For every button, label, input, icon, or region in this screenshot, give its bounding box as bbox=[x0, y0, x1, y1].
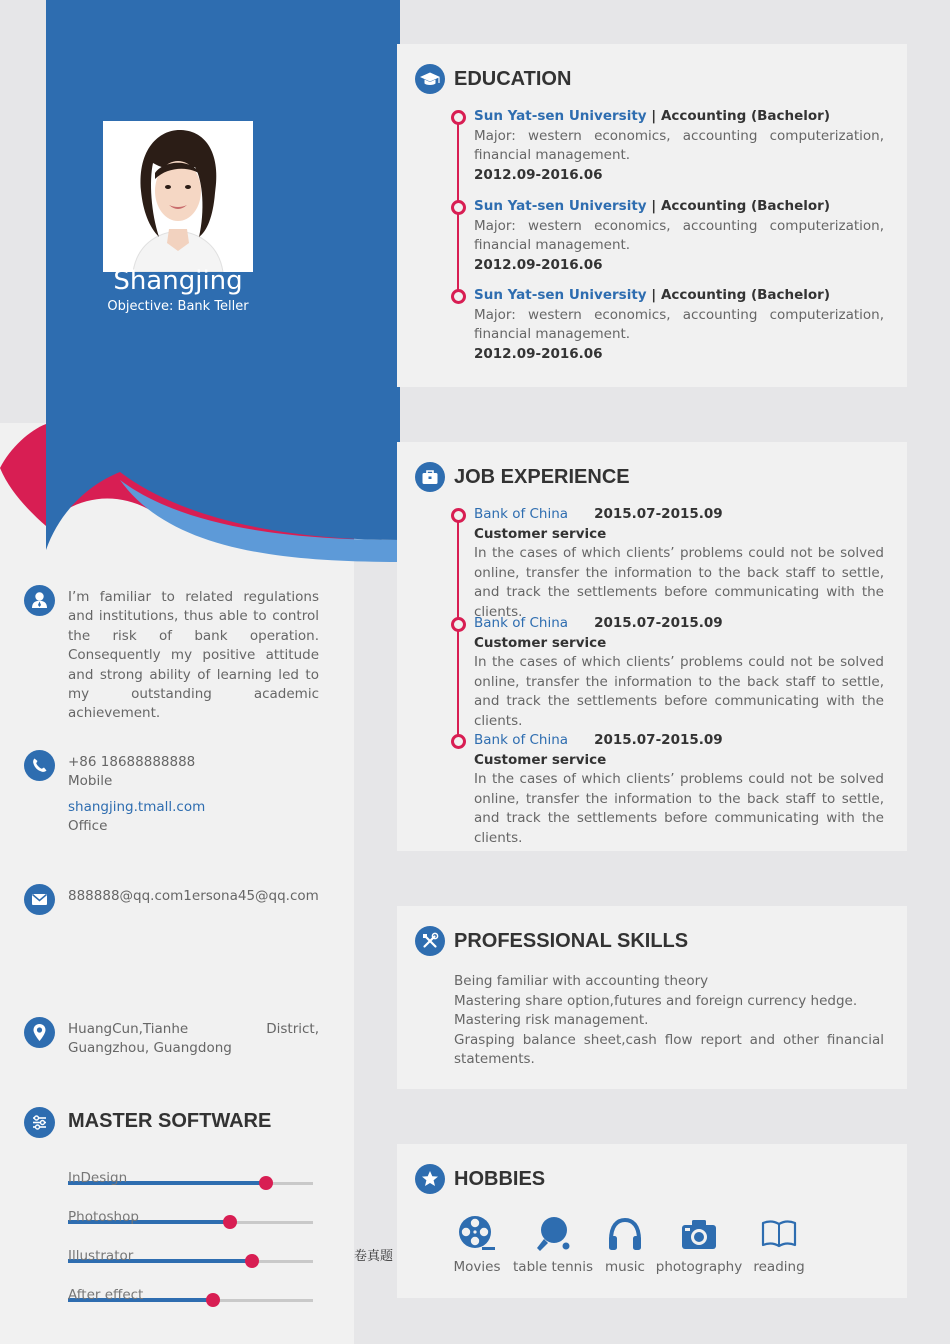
job-entry bbox=[474, 614, 884, 731]
hobby-photography bbox=[655, 1214, 743, 1275]
profile-photo bbox=[103, 121, 253, 272]
job-entry bbox=[474, 505, 884, 622]
skill-line: Grasping balance sheet,cash flow report and other financial statements. bbox=[454, 1031, 884, 1067]
hobby-movies bbox=[451, 1214, 503, 1275]
job-experience-card bbox=[397, 442, 907, 851]
website-link[interactable]: shangjing.tmall.com bbox=[68, 798, 206, 815]
software-name: After effect bbox=[68, 1287, 144, 1303]
major-text: Major: western economics, accounting computerization, financial management. bbox=[474, 127, 884, 163]
skill-line: Mastering share option,futures and foreign currency hedge. bbox=[454, 992, 858, 1009]
company-name: Bank of China bbox=[474, 506, 569, 522]
education-entry bbox=[474, 197, 884, 275]
user-icon bbox=[24, 585, 55, 616]
software-skill-row bbox=[68, 1170, 313, 1200]
job-description: In the cases of which clients’ problems could not be solved online, transfer the information to the back staff to settle, and track the settlements before communicating with the clients. bbox=[474, 771, 884, 846]
company-name: Bank of China bbox=[474, 615, 569, 631]
software-skill-row bbox=[68, 1248, 313, 1278]
hobbies-title: HOBBIES bbox=[454, 1168, 546, 1190]
graduation-cap-icon bbox=[415, 64, 445, 94]
about-text: I’m familiar to related regulations and institutions, thus able to control the risk of bank operation. Consequently my positive attitude and strong ability of learning led to my outstanding academic achievement. bbox=[68, 589, 319, 722]
job-dates: 2015.07-2015.09 bbox=[594, 615, 723, 631]
hobby-label: music bbox=[605, 1259, 645, 1275]
separator: | bbox=[646, 287, 661, 303]
hobby-label: table tennis bbox=[513, 1259, 593, 1275]
skill-level-handle bbox=[245, 1254, 259, 1268]
envelope-icon bbox=[24, 884, 55, 915]
school-name: Sun Yat-sen University bbox=[474, 108, 647, 124]
software-name: Photoshop bbox=[68, 1209, 139, 1225]
headphones-icon bbox=[605, 1214, 645, 1254]
skill-line: Being familiar with accounting theory bbox=[454, 973, 709, 989]
timeline-dot bbox=[451, 734, 466, 749]
film-reel-icon bbox=[457, 1214, 497, 1254]
sliders-icon bbox=[24, 1107, 55, 1138]
timeline-dot bbox=[451, 508, 466, 523]
skill-level-handle bbox=[259, 1176, 273, 1190]
open-book-icon bbox=[759, 1214, 799, 1254]
briefcase-icon bbox=[415, 462, 445, 492]
timeline-dot bbox=[451, 110, 466, 125]
company-name: Bank of China bbox=[474, 732, 569, 748]
email-address[interactable]: 888888@qq.com1ersona45@qq.com bbox=[68, 888, 319, 904]
star-icon bbox=[415, 1164, 445, 1194]
job-objective: Objective: Bank Teller bbox=[107, 299, 249, 314]
job-entry bbox=[474, 731, 884, 848]
hobby-table-tennis bbox=[511, 1214, 595, 1275]
study-dates: 2012.09-2016.06 bbox=[474, 345, 603, 362]
job-description: In the cases of which clients’ problems could not be solved online, transfer the information to the back staff to settle, and track the settlements before communicating with the clients. bbox=[474, 545, 884, 620]
job-description: In the cases of which clients’ problems could not be solved online, transfer the information to the back staff to settle, and track the settlements before communicating with the clients. bbox=[474, 654, 884, 729]
major-text: Major: western economics, accounting computerization, financial management. bbox=[474, 217, 884, 253]
separator: | bbox=[646, 108, 661, 124]
hobbies-card bbox=[397, 1144, 907, 1298]
separator: | bbox=[646, 198, 661, 214]
school-name: Sun Yat-sen University bbox=[474, 287, 647, 303]
master-software-title: MASTER SOFTWARE bbox=[68, 1110, 272, 1132]
job-role: Customer service bbox=[474, 751, 607, 768]
hobby-music bbox=[601, 1214, 649, 1275]
education-card bbox=[397, 44, 907, 387]
location-pin-icon bbox=[24, 1017, 55, 1048]
timeline-dot bbox=[451, 289, 466, 304]
software-name: Illustrator bbox=[68, 1248, 134, 1264]
camera-icon bbox=[679, 1214, 719, 1254]
education-entry bbox=[474, 107, 884, 185]
education-entry bbox=[474, 286, 884, 364]
professional-skills-card bbox=[397, 906, 907, 1089]
software-skill-row bbox=[68, 1209, 313, 1239]
degree: Accounting (Bachelor) bbox=[660, 287, 831, 303]
job-dates: 2015.07-2015.09 bbox=[594, 506, 723, 522]
skill-level-handle bbox=[223, 1215, 237, 1229]
hobby-label: photography bbox=[655, 1259, 743, 1275]
job-dates: 2015.07-2015.09 bbox=[594, 732, 723, 748]
tools-icon bbox=[415, 926, 445, 956]
job-role: Customer service bbox=[474, 634, 607, 651]
timeline-dot bbox=[451, 617, 466, 632]
skills-text bbox=[454, 972, 884, 1070]
phone-block bbox=[68, 753, 319, 837]
study-dates: 2012.09-2016.06 bbox=[474, 256, 603, 273]
school-name: Sun Yat-sen University bbox=[474, 198, 647, 214]
software-skill-row bbox=[68, 1287, 313, 1317]
ping-pong-paddle-icon bbox=[533, 1214, 573, 1254]
degree: Accounting (Bachelor) bbox=[660, 198, 831, 214]
address-text: HuangCun,Tianhe District, Guangzhou, Guangdong bbox=[68, 1021, 319, 1057]
study-dates: 2012.09-2016.06 bbox=[474, 166, 603, 183]
watermark: 卷真题 bbox=[354, 1249, 394, 1264]
major-text: Major: western economics, accounting computerization, financial management. bbox=[474, 306, 884, 342]
skill-level-handle bbox=[206, 1293, 220, 1307]
hobby-label: Movies bbox=[453, 1259, 501, 1275]
candidate-name: Shangjing bbox=[113, 266, 243, 296]
phone-label: Mobile bbox=[68, 773, 113, 790]
job-role: Customer service bbox=[474, 525, 607, 542]
skill-line: Mastering risk management. bbox=[454, 1012, 649, 1028]
professional-skills-title: PROFESSIONAL SKILLS bbox=[454, 930, 689, 952]
job-experience-title: JOB EXPERIENCE bbox=[454, 466, 630, 488]
timeline-dot bbox=[451, 200, 466, 215]
phone-icon bbox=[24, 750, 55, 781]
hobby-reading bbox=[751, 1214, 807, 1275]
hobby-label: reading bbox=[753, 1259, 805, 1275]
education-title: EDUCATION bbox=[454, 68, 572, 90]
software-name: InDesign bbox=[68, 1170, 128, 1186]
degree: Accounting (Bachelor) bbox=[660, 108, 831, 124]
phone-number: +86 18688888888 bbox=[68, 754, 196, 770]
website-label: Office bbox=[68, 818, 108, 835]
